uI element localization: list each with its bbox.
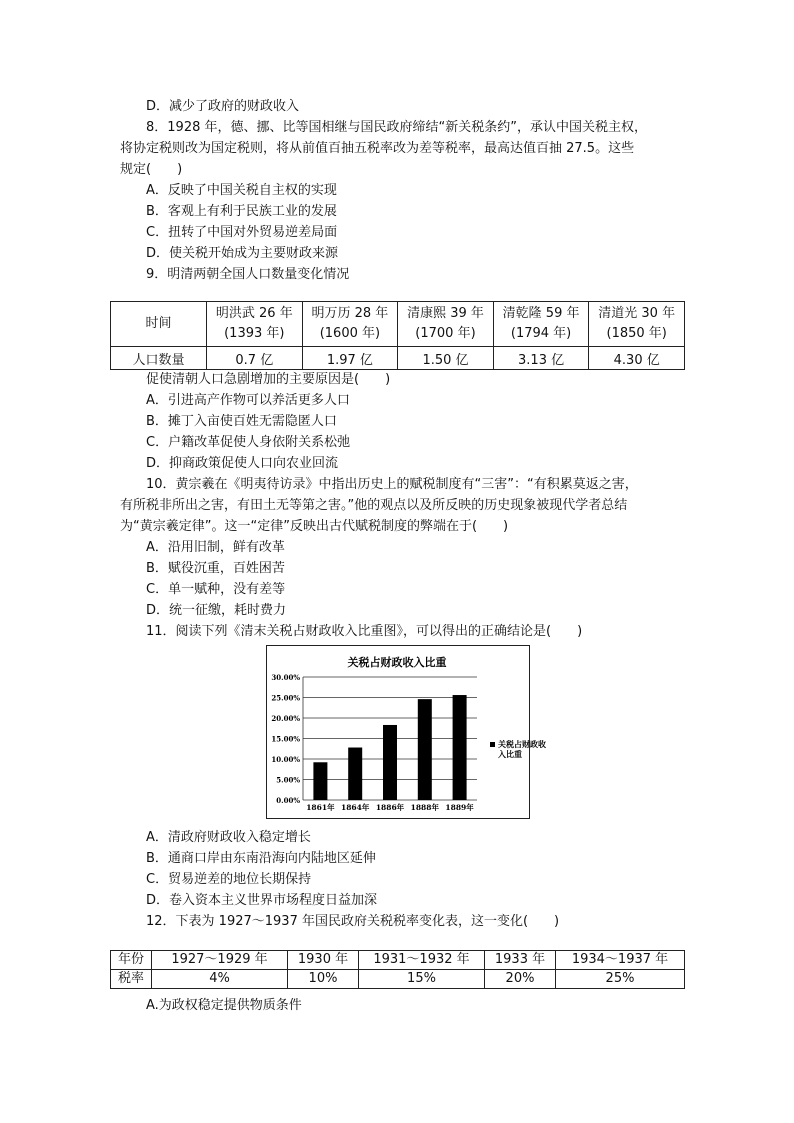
population-table bbox=[110, 301, 685, 370]
table-cell: 人口数量 bbox=[111, 347, 207, 370]
y-tick-label: 10.00% bbox=[271, 755, 300, 764]
q8-option-b: B．客观上有利于民族工业的发展 bbox=[146, 204, 337, 219]
table-cell: 税率 bbox=[111, 970, 152, 989]
y-tick-label: 20.00% bbox=[271, 714, 300, 723]
table-cell: 25% bbox=[556, 970, 685, 989]
tariff-rate-table bbox=[110, 950, 685, 989]
chart-title: 关税占财政收入比重 bbox=[347, 656, 447, 669]
table-header-cell bbox=[207, 302, 303, 347]
q10-stem-line1: 10．黄宗羲在《明夷待访录》中指出历史上的赋税制度有“三害”：“有积累莫返之害， bbox=[146, 477, 638, 492]
table-cell: 1.50 亿 bbox=[398, 347, 494, 370]
q10-stem-line2: 有所税非所出之害，有田土无等第之害。”他的观点以及所反映的历史现象被现代学者总结 bbox=[120, 498, 628, 513]
period-name: 明洪武 26 年 bbox=[215, 306, 293, 321]
q9-option-a: A．引进高产作物可以养活更多人口 bbox=[146, 393, 350, 408]
y-tick-label: 25.00% bbox=[271, 693, 300, 703]
x-tick-label: 1888年 bbox=[410, 803, 439, 812]
period-name: 清乾隆 59 年 bbox=[502, 306, 580, 321]
period-year: (1393 年) bbox=[224, 326, 285, 341]
table-cell: 10% bbox=[288, 970, 359, 989]
table-header-cell: 年份 bbox=[111, 951, 152, 970]
table-header-cell: 时间 bbox=[111, 302, 207, 347]
table-cell: 15% bbox=[359, 970, 485, 989]
q9-question: 促使清朝人口急剧增加的主要原因是( ) bbox=[146, 372, 391, 387]
q7-option-d: D．减少了政府的财政收入 bbox=[146, 99, 300, 114]
table-header-cell bbox=[493, 302, 589, 347]
table-cell: 0.7 亿 bbox=[207, 347, 303, 370]
table-header-cell bbox=[398, 302, 494, 347]
chart-bar bbox=[453, 695, 467, 800]
legend-label-line1: 关税占财政收 bbox=[498, 739, 546, 749]
table-header-cell: 1933 年 bbox=[485, 951, 556, 970]
q10-option-d: D．统一征缴，耗时费力 bbox=[146, 603, 287, 618]
q11-option-b: B．通商口岸由东南沿海向内陆地区延伸 bbox=[146, 851, 376, 866]
table-cell: 20% bbox=[485, 970, 556, 989]
chart-bar bbox=[348, 748, 362, 800]
q12-stem: 12．下表为 1927～1937 年国民政府关税税率变化表，这一变化( ) bbox=[146, 914, 560, 929]
tariff-chart bbox=[266, 645, 546, 819]
table-cell: 1.97 亿 bbox=[302, 347, 398, 370]
q10-option-a: A．沿用旧制，鲜有改革 bbox=[146, 540, 285, 555]
table-header-cell bbox=[589, 302, 685, 347]
period-name: 清康熙 39 年 bbox=[407, 306, 484, 321]
table-header-cell: 1930 年 bbox=[288, 951, 359, 970]
table-cell: 4.30 亿 bbox=[589, 347, 685, 370]
q11-stem: 11．阅读下列《清末关税占财政收入比重图》，可以得出的正确结论是( ) bbox=[146, 624, 583, 639]
y-tick-label: 0.00% bbox=[276, 796, 300, 805]
period-year: (1794 年) bbox=[510, 326, 572, 341]
table-row bbox=[111, 302, 685, 347]
table-header-cell: 1931～1932 年 bbox=[359, 951, 485, 970]
q8-option-d: D．使关税开始成为主要财政来源 bbox=[146, 246, 339, 261]
legend-label-line2: 入比重 bbox=[498, 749, 522, 759]
q8-option-c: C．扭转了中国对外贸易逆差局面 bbox=[146, 225, 338, 240]
table-header-cell bbox=[302, 302, 398, 347]
legend-swatch bbox=[490, 742, 495, 747]
x-tick-label: 1864年 bbox=[341, 803, 370, 812]
y-tick-label: 30.00% bbox=[271, 673, 300, 682]
period-name: 明万历 28 年 bbox=[311, 306, 389, 321]
chart-bar bbox=[418, 699, 432, 800]
q10-stem-line3: 为“黄宗羲定律”。这一“定律”反映出古代赋税制度的弊端在于( ) bbox=[120, 519, 509, 534]
q9-option-c: C．户籍改革促使人身依附关系松弛 bbox=[146, 435, 351, 450]
y-tick-label: 15.00% bbox=[271, 734, 300, 744]
q11-option-d: D．卷入资本主义世界市场程度日益加深 bbox=[146, 893, 378, 908]
table-cell: 4% bbox=[152, 970, 288, 989]
q8-stem-line1: 8．1928 年，德、挪、比等国相继与国民政府缔结“新关税条约”，承认中国关税主权， bbox=[146, 120, 647, 135]
q9-stem: 9．明清两朝全国人口数量变化情况 bbox=[146, 267, 350, 282]
q12-option-a: A.为政权稳定提供物质条件 bbox=[146, 998, 302, 1013]
q10-option-c: C．单一赋种，没有差等 bbox=[146, 582, 286, 597]
chart-bar bbox=[383, 725, 397, 800]
table-row bbox=[111, 347, 685, 370]
y-tick-label: 5.00% bbox=[276, 775, 300, 785]
x-tick-label: 1889年 bbox=[445, 803, 474, 812]
q11-option-c: C．贸易逆差的地位长期保持 bbox=[146, 872, 312, 887]
period-name: 清道光 30 年 bbox=[598, 306, 676, 321]
q8-option-a: A．反映了中国关税自主权的实现 bbox=[146, 183, 337, 198]
table-header-cell: 1934～1937 年 bbox=[556, 951, 685, 970]
period-year: (1850 年) bbox=[606, 326, 667, 341]
x-tick-label: 1886年 bbox=[375, 803, 405, 812]
q9-option-d: D．抑商政策促使人口向农业回流 bbox=[146, 456, 339, 471]
table-row bbox=[111, 970, 685, 989]
x-tick-label: 1861年 bbox=[306, 803, 335, 812]
q10-option-b: B．赋役沉重，百姓困苦 bbox=[146, 561, 285, 576]
table-header-cell: 1927～1929 年 bbox=[152, 951, 288, 970]
period-year: (1600 年) bbox=[319, 326, 381, 341]
table-row bbox=[111, 951, 685, 970]
tariff-chart-svg bbox=[267, 646, 546, 818]
table-cell: 3.13 亿 bbox=[493, 347, 589, 370]
q8-stem-line2: 将协定税则改为国定税则，将从前值百抽五税率改为差等税率，最高达值百抽 27.5。这些 bbox=[120, 141, 635, 156]
q11-option-a: A．清政府财政收入稳定增长 bbox=[146, 830, 311, 845]
q8-stem-line3: 规定( ) bbox=[120, 162, 183, 177]
q9-option-b: B．摊丁入亩使百姓无需隐匿人口 bbox=[146, 414, 337, 429]
chart-bar bbox=[313, 762, 327, 800]
period-year: (1700 年) bbox=[415, 326, 476, 341]
